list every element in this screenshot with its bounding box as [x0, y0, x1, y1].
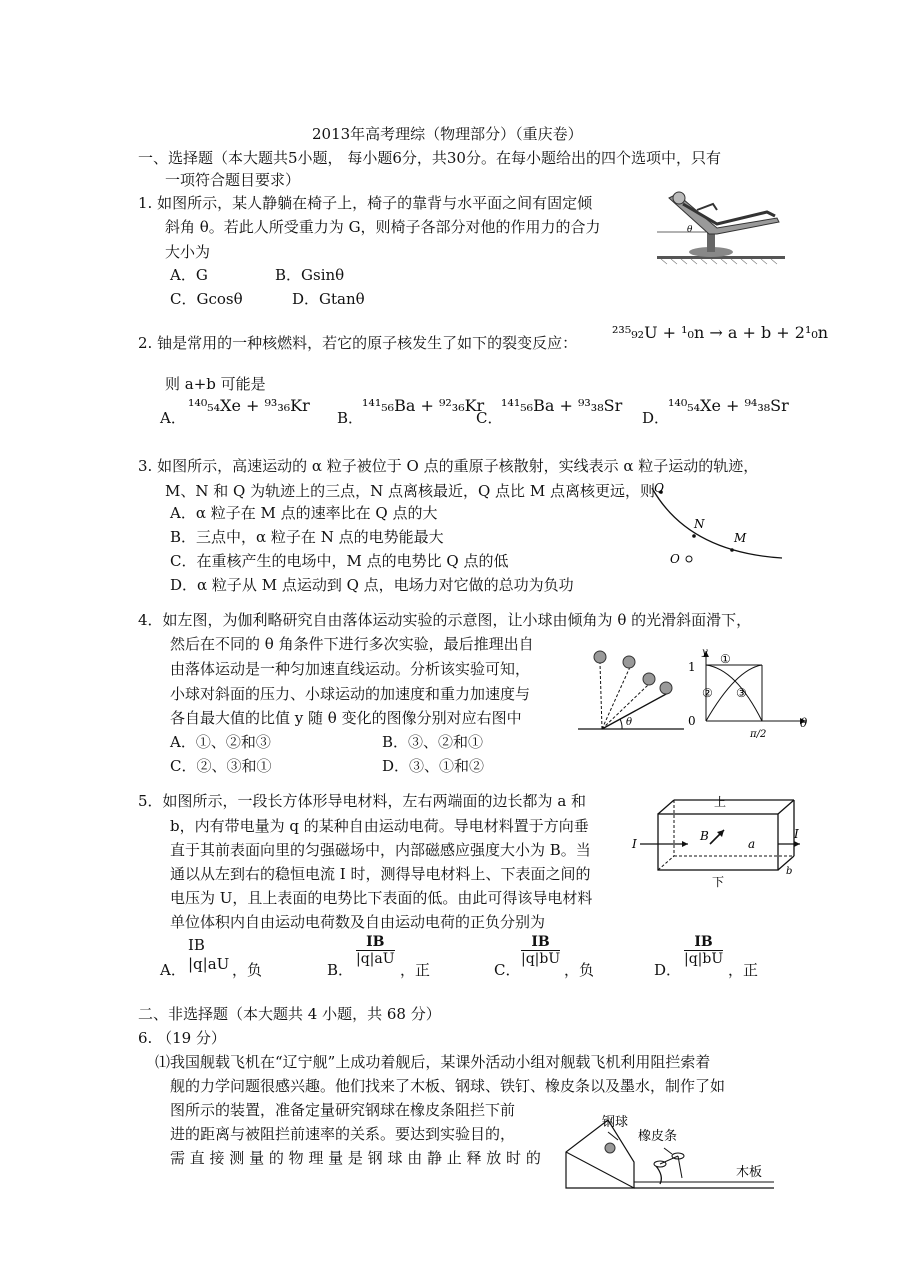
q2-stem-line2: 则 a+b 可能是 [165, 375, 266, 393]
q6-part1-line3: 图所示的装置，准备定量研究钢球在橡皮条阻拦下前 [170, 1101, 516, 1119]
q2-option-b: ¹⁴¹₅₆Ba + ⁹²₃₆Kr [362, 396, 485, 415]
q5-option-c-label: C． [494, 961, 521, 979]
q4-theta-axis-label: θ [800, 716, 808, 730]
q4-ratio-graph [686, 645, 814, 743]
q6-head: 6. （19 分） [138, 1029, 226, 1047]
q5-option-a-denominator: |q|aU [188, 955, 230, 973]
q4-option-b: B．③、②和① [382, 733, 484, 751]
q5-option-c-fraction [521, 934, 560, 967]
q2-option-d-label: D． [642, 409, 670, 427]
q5-option-b-denominator: |q|aU [356, 951, 395, 967]
q4-stem-line3: 由落体运动是一种匀加速直线运动。分析该实验可知， [170, 660, 531, 678]
q3-option-a: A．α 粒子在 M 点的速率比在 Q 点的大 [170, 504, 438, 522]
q4-zero-tick: 0 [688, 714, 696, 728]
q4-option-a: A．①、②和③ [170, 733, 271, 751]
q4-y-axis-label: y [702, 647, 708, 658]
section1-header-cont: 一项符合题目要求） [165, 171, 301, 189]
q5-option-c-numerator: IB [521, 934, 560, 951]
q5-option-a-numerator: IB [188, 936, 205, 954]
q5-option-b-sign: ，正 [400, 961, 431, 979]
q1-stem-line1: 1. 如图所示，某人静躺在椅子上，椅子的靠背与水平面之间有固定倾 [138, 194, 593, 212]
q5-option-b-label: B． [327, 961, 354, 979]
q5-option-a-label: A． [160, 961, 186, 979]
q5-option-d-fraction [684, 934, 723, 967]
q6-part1-line5: 需 直 接 测 量 的 物 理 量 是 钢 球 由 静 止 释 放 时 的 [170, 1149, 541, 1167]
q6-wood-board-label: 木板 [736, 1165, 763, 1180]
q5-option-d-numerator: IB [684, 934, 723, 951]
q5-stem-line3: 直于其前表面向里的匀强磁场中，内部磁感应强度大小为 B。当 [170, 841, 591, 859]
q1-stem-line3: 大小为 [165, 243, 211, 261]
section2-header: 二、非选择题（本大题共 4 小题，共 68 分） [138, 1005, 441, 1023]
q4-left-theta-label: θ [626, 717, 633, 728]
q1-stem-line2: 斜角 θ。若此人所受重力为 G，则椅子各部分对他的作用力的合力 [165, 218, 601, 236]
q2-option-b-label: B． [337, 409, 364, 427]
q5-side-a-label: a [748, 837, 756, 851]
q5-option-d-label: D． [654, 961, 682, 979]
q3-m-label: M [734, 531, 747, 545]
q5-option-b-fraction [356, 934, 395, 967]
q3-stem-line2: M、N 和 Q 为轨迹上的三点，N 点离核最近，Q 点比 M 点离核更远，则 [165, 482, 655, 500]
q6-part1-line1: ⑴我国舰载飞机在“辽宁舰”上成功着舰后，某课外活动小组对舰载飞机利用阻拦索着 [155, 1053, 711, 1071]
q6-rubber-band-label: 橡皮条 [638, 1129, 678, 1144]
q3-stem-line1: 3. 如图所示，高速运动的 α 粒子被位于 O 点的重原子核散射，实线表示 α 粒子运动的轨迹， [138, 457, 759, 475]
q4-option-d: D．③、①和② [382, 757, 485, 775]
q6-arrester-apparatus-figure [564, 1110, 779, 1192]
q4-stem-line2: 然后在不同的 θ 角条件下进行多次实验，最后推理出自 [170, 635, 534, 653]
q5-stem-line4: 通以从左到右的稳恒电流 I 时，测得导电材料上、下表面之间的 [170, 865, 591, 883]
q4-option-c: C．②、③和① [170, 757, 272, 775]
q4-curve-3-label: ③ [736, 686, 747, 700]
q4-pi-half-tick: π/2 [750, 729, 767, 740]
q5-field-b-label: B [700, 829, 709, 843]
q5-current-out-label: I [794, 827, 799, 841]
q5-option-a-sign: ，负 [232, 961, 263, 979]
q4-stem-line4: 小球对斜面的压力、小球运动的加速度和重力加速度与 [170, 685, 531, 703]
paper-title: 2013年高考理综（物理部分）（重庆卷） [312, 125, 583, 143]
q2-option-a-label: A． [160, 409, 186, 427]
q6-part1-line2: 舰的力学问题很感兴趣。他们找来了木板、钢球、铁钉、橡皮条以及墨水，制作了如 [170, 1077, 726, 1095]
q5-stem-line2: b，内有带电量为 q 的某种自由运动电荷。导电材料置于方向垂 [170, 817, 589, 835]
q2-option-a: ¹⁴⁰₅₄Xe + ⁹³₃₆Kr [188, 396, 310, 415]
q5-current-in-label: I [632, 837, 637, 851]
q2-option-c-label: C． [476, 409, 503, 427]
section1-header: 一、选择题（本大题共5小题， 每小题6分，共30分。在每小题给出的四个选项中，只有 [138, 149, 721, 167]
q5-bottom-face-label: 下 [712, 875, 725, 889]
q4-curve-2-label: ② [702, 686, 713, 700]
q3-n-label: N [694, 517, 705, 531]
q1-option-d: D．Gtanθ [292, 290, 365, 308]
q3-scattering-trajectory-figure [640, 480, 790, 570]
q3-option-c: C．在重核产生的电场中，M 点的电势比 Q 点的低 [170, 552, 509, 570]
q4-stem-line1: 4．如左图，为伽利略研究自由落体运动实验的示意图，让小球由倾角为 θ 的光滑斜面滑下， [138, 611, 752, 629]
q3-option-b: B．三点中，α 粒子在 N 点的电势能最大 [170, 528, 444, 546]
q3-option-d: D．α 粒子从 M 点运动到 Q 点，电场力对它做的总功为负功 [170, 576, 574, 594]
q4-inclined-plane-figure [578, 645, 688, 735]
q1-theta-label: θ [687, 225, 693, 235]
q4-one-tick: 1 [688, 660, 696, 674]
q5-conductor-block-figure [628, 790, 803, 890]
q5-stem-line6: 单位体积内自由运动电荷数及自由运动电荷的正负分别为 [170, 913, 546, 931]
q1-reclining-chair-figure [657, 188, 787, 266]
q2-option-d: ¹⁴⁰₅₄Xe + ⁹⁴₃₈Sr [668, 396, 789, 415]
q5-top-face-label: 上 [714, 795, 727, 809]
q1-option-a: A．G [170, 266, 208, 284]
q3-o-label: O [670, 552, 680, 566]
q5-option-d-sign: ，正 [728, 961, 759, 979]
q5-stem-line1: 5．如图所示，一段长方体形导电材料，左右两端面的边长都为 a 和 [138, 792, 587, 810]
q6-steel-ball-label: 钢球 [602, 1115, 629, 1130]
q1-option-c: C．Gcosθ [170, 290, 243, 308]
q3-q-label: Q [654, 481, 664, 495]
q2-stem-line1: 2. 铀是常用的一种核燃料，若它的原子核发生了如下的裂变反应： [138, 334, 578, 352]
q5-option-c-denominator: |q|bU [521, 951, 561, 967]
q5-side-b-label: b [786, 866, 793, 877]
q1-option-b: B．Gsinθ [275, 266, 345, 284]
q4-stem-line5: 各自最大值的比值 y 随 θ 变化的图像分别对应右图中 [170, 709, 522, 727]
q5-option-d-denominator: |q|bU [684, 951, 724, 967]
q5-option-b-numerator: IB [356, 934, 395, 951]
q2-option-c: ¹⁴¹₅₆Ba + ⁹³₃₈Sr [501, 396, 623, 415]
q4-curve-1-label: ① [720, 652, 731, 666]
q5-option-c-sign: ，负 [564, 961, 595, 979]
q2-fission-reaction: ²³⁵₉₂U + ¹₀n → a + b + 2¹₀n [612, 323, 829, 342]
q5-stem-line5: 电压为 U，且上表面的电势比下表面的低。由此可得该导电材料 [170, 889, 593, 907]
q6-part1-line4: 进的距离与被阻拦前速率的关系。要达到实验目的， [170, 1125, 516, 1143]
